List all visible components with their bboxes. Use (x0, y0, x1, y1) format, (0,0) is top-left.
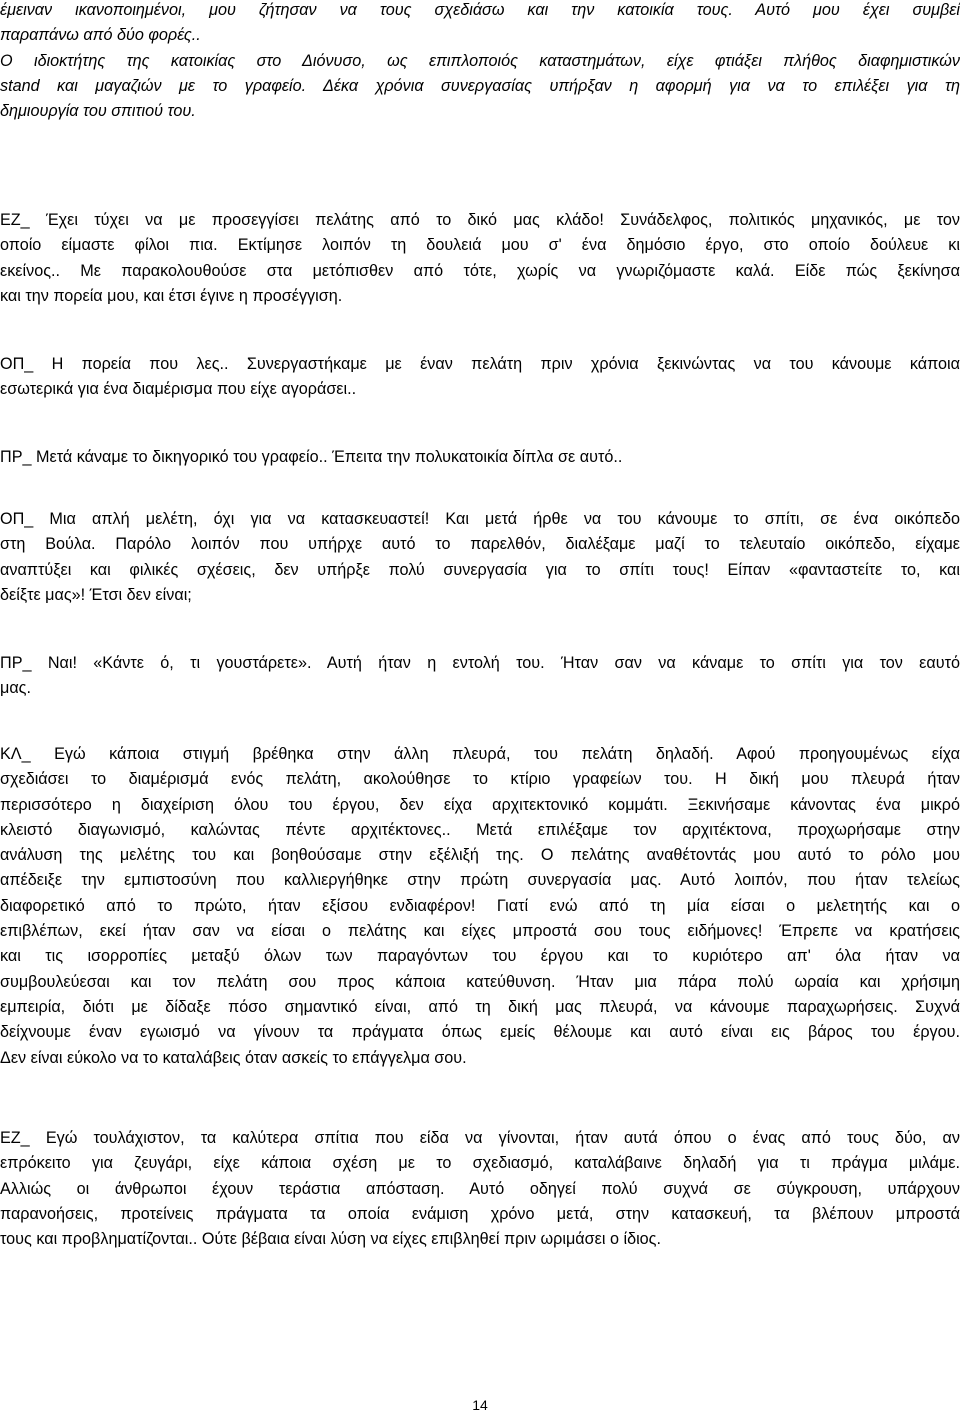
text-line: σχεδιάσει το διαμέρισμά ενός πελάτη, ακολούθησε το κτίριο γραφείων του. Η δική μου πλευρά ήταν (0, 770, 960, 789)
paragraph-ez-1 (0, 208, 960, 309)
text-line: Αλλιώς οι άνθρωποι έχουν τεράστια απόσταση. Αυτό οδηγεί πολύ συχνά σε σύγκρουση, υπάρχουν (0, 1179, 960, 1198)
text-line: στη Βούλα. Παρόλο λοιπόν που υπήρχε αυτό το παρελθόν, διαλέξαμε μαζί το τελευταίο οικόπεδο, είχαμε (0, 535, 960, 554)
paragraph-pr-2 (0, 651, 960, 702)
text-line: και τις ισορροπίες μεταξύ όλων των παραγόντων του έργου και το κυριότερο απ' όλα ήταν να (0, 947, 960, 966)
text-line: κλειστό διαγωνισμό, καλώντας πέντε αρχιτέκτονες.. Μετά επιλέξαμε τον αρχιτέκτονα, προχωρήσαμε στην (0, 820, 960, 839)
text-line: παραπάνω από δύο φορές.. (0, 26, 201, 45)
text-line: αναπτύξει και φιλικές σχέσεις, δεν υπήρξε πολύ συνεργασία για το σπίτι τους! Είπαν «φανταστείτε το, και (0, 560, 960, 579)
paragraph-intro-italic (0, 0, 960, 124)
text-line: μας. (0, 679, 31, 698)
text-line: εσωτερικά για ένα διαμέρισμα που είχε αγοράσει.. (0, 380, 357, 399)
text-line: ΕΖ_ Εγώ τουλάχιστον, τα καλύτερα σπίτια που είδα να γίνονται, ήταν αυτά όπου ο ένας από τους δύο, αν (0, 1129, 960, 1147)
paragraph-ez-2 (0, 1126, 960, 1252)
text-line: εκείνος.. Με παρακολουθούσε στα μετόπισθεν από τότε, χωρίς να γνωριζόμαστε καλά. Είδε πώς ξεκίνησα (0, 261, 960, 280)
text-line: επιβλέπων, εκεί ήταν σαν να είσαι ο πελάτης και είχες μπροστά σου τους ειδήμονες! Έπρεπε να κρατήσεις (0, 922, 960, 941)
text-line: Ο ιδιοκτήτης της κατοικίας στο Διόνυσο, ως επιπλοποιός καταστημάτων, είχε φτιάξει πλήθος διαφημιστικών (0, 51, 960, 70)
text-line: δημιουργία του σπιτιού του. (0, 102, 196, 121)
text-line: ΟΠ_ Η πορεία που λες.. Συνεργαστήκαμε με έναν πελάτη πριν χρόνια ξεκινώντας να του κάνουμε κάποια (0, 355, 960, 373)
text-line: ΠΡ_ Μετά κάναμε το δικηγορικό του γραφείο.. Έπειτα την πολυκατοικία δίπλα σε αυτό.. (0, 448, 623, 466)
paragraph-op-1 (0, 352, 960, 403)
text-line: περισσότερο η διαχείριση όλου του έργου, δεν είχα αρχιτεκτονικό κομμάτι. Ξεκινήσαμε κάνοντας ένα μικρό (0, 795, 960, 814)
paragraph-kl-1 (0, 742, 960, 1071)
paragraph-op-2 (0, 507, 960, 608)
text-line: εμπειρία, διότι με δίδαξε πόσο σημαντικό είναι, από τη δική μας πλευρά, να κάνουμε παραχωρήσεις. Συχνά (0, 997, 960, 1016)
text-line: ανάλυση της μελέτης του και βοηθούσαμε στην εξέλιξή της. Ο πελάτης αναθέτοντάς μου αυτό το ρόλο μου (0, 846, 960, 865)
text-line: συμβουλεύεσαι και τον πελάτη σου προς κάποια κατεύθυνση. Ήταν μια πάρα πολύ ωραία και χρήσιμη (0, 972, 960, 991)
text-line: οποίο είμαστε φίλοι πια. Εκτίμησε λοιπόν τη δουλειά μου σ' ένα δημόσιο έργο, στο οποίο δούλευε κι (0, 236, 960, 255)
text-line: απέδειξε την εμπιστοσύνη που καλλιεργήθηκε στην πρώτη συνεργασία μας. Αυτό λοιπόν, που ήταν τελείως (0, 871, 960, 890)
text-line: επρόκειτο για ζευγάρι, είχε κάποια σχέση με το σχεδιασμό, καταλάβαινε δηλαδή για τι πράγμα μιλάμε. (0, 1154, 960, 1173)
text-line: δείχνουμε έναν εγωισμό να γίνουν τα πράγματα όπως εμείς θέλουμε και αυτό είναι εις βάρος του έργου. (0, 1023, 960, 1042)
text-line: ΟΠ_ Μια απλή μελέτη, όχι για να κατασκευαστεί! Και μετά ήρθε να του κάνουμε το σπίτι, σε ένα οικόπεδο (0, 510, 960, 528)
text-line: τους και προβληματίζονται.. Ούτε βέβαια είναι λύση να είχες επιβληθεί πριν ωριμάσει ο ίδιος. (0, 1230, 661, 1249)
text-line: και την πορεία μου, και έτσι έγινε η προσέγγιση. (0, 286, 343, 305)
text-line: ΠΡ_ Ναι! «Κάντε ό, τι γουστάρετε». Αυτή ήταν η εντολή του. Ήταν σαν να κάναμε το σπίτι για τον εαυτό (0, 654, 960, 672)
text-line: δείξτε μας»! Έτσι δεν είναι; (0, 585, 192, 604)
paragraph-pr-1 (0, 445, 960, 470)
page-number: 14 (472, 1397, 488, 1413)
text-line: έμειναν ικανοποιημένοι, μου ζήτησαν να τους σχεδιάσω και την κατοικία τους. Αυτό μου έχει συμβεί (0, 1, 960, 19)
text-line: Δεν είναι εύκολο να το καταλάβεις όταν ασκείς το επάγγελμα σου. (0, 1048, 467, 1067)
text-line: stand και μαγαζιών με το γραφείο. Δέκα χρόνια συνεργασίας υπήρξαν η αφορμή για να το επιλέξει για τη (0, 76, 960, 95)
text-line: ΕΖ_ Έχει τύχει να με προσεγγίσει πελάτης από το δικό μας κλάδο! Συνάδελφος, πολιτικός μηχανικός, με τον (0, 211, 960, 229)
text-line: ΚΛ_ Εγώ κάποια στιγμή βρέθηκα στην άλλη πλευρά, του πελάτη δηλαδή. Αφού προηγουμένως είχα (0, 745, 960, 763)
text-line: διαφορετικό από το πρώτο, ήταν εξίσου ενδιαφέρον! Γιατί ενώ από τη μία είσαι ο μελετητής και ο (0, 896, 960, 915)
text-line: παρανοήσεις, προτείνεις πράγματα τα οποία ενάμιση χρόνο μετά, στην κατασκευή, τα βλέπουν μπροστά (0, 1204, 960, 1223)
